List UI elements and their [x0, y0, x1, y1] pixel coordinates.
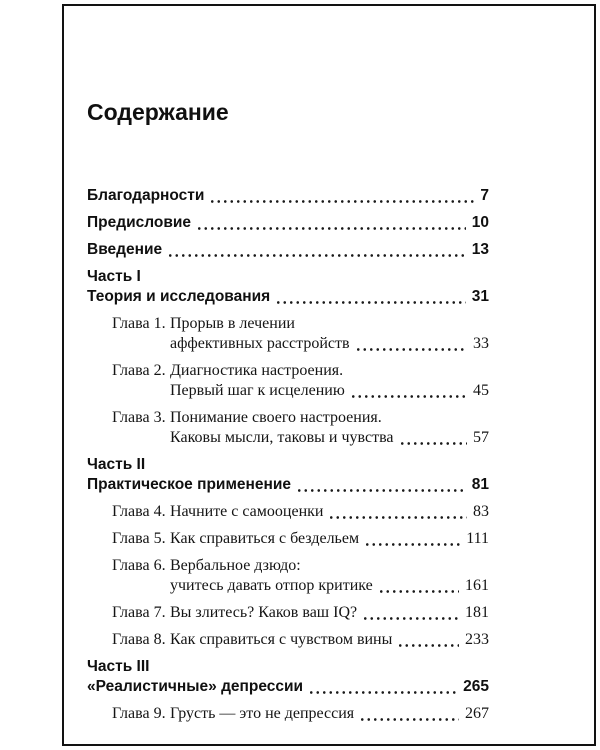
page-number: 57 [473, 429, 489, 446]
chapter-title-line: Понимание своего настроения. [170, 409, 382, 426]
chapter-entry [87, 408, 489, 448]
chapter-title-text: учитесь давать отпор критике [170, 577, 373, 594]
dot-leader [362, 603, 459, 623]
chapter-title-line [170, 334, 489, 354]
page-number: 181 [465, 604, 489, 621]
toc-entry-label: Благодарности [87, 187, 205, 204]
part-label: Часть I [87, 268, 141, 285]
dot-leader [364, 529, 460, 549]
page-number: 31 [471, 288, 489, 305]
chapter-title-text: аффективных расстройств [170, 335, 350, 352]
chapter-title-line [170, 428, 489, 448]
part-label: Часть II [87, 456, 146, 473]
chapter-title-line [170, 529, 489, 549]
toc-part [87, 455, 489, 650]
toc-entry-label: Предисловие [87, 214, 192, 231]
part-title: Теория и исследования [87, 288, 271, 305]
toc-part [87, 657, 489, 724]
page-number: 161 [465, 577, 489, 594]
chapter-entry [87, 630, 489, 650]
chapter-number: Глава 4. [112, 503, 166, 520]
table-of-contents [87, 186, 489, 724]
chapter-title-line [170, 704, 489, 724]
dot-leader [275, 287, 466, 307]
chapter-title-line: Прорыв в лечении [170, 315, 295, 332]
chapter-title [170, 529, 489, 549]
chapter-title-text: Начните с самооценки [170, 503, 324, 520]
dot-leader [359, 704, 459, 724]
part-title: «Реалистичные» депрессии [87, 678, 304, 695]
chapter-number: Глава 3. [112, 409, 166, 426]
part-title-row [87, 287, 489, 307]
chapter-title-line: Диагностика настроения. [170, 362, 344, 379]
dot-leader [209, 186, 474, 206]
chapter-title-text: Вы злитесь? Каков ваш IQ? [170, 604, 358, 621]
chapter-title [170, 314, 489, 354]
chapter-number: Глава 9. [112, 705, 166, 722]
page-border [62, 4, 596, 746]
chapter-number: Глава 7. [112, 604, 166, 621]
chapter-title-line [170, 381, 489, 401]
dot-leader [355, 334, 467, 354]
toc-entry [87, 240, 489, 260]
page-number: 7 [480, 187, 489, 204]
dot-leader [296, 475, 466, 495]
chapter-title-text: Грусть — это не депрессия [170, 705, 355, 722]
dot-leader [397, 630, 459, 650]
chapter-number: Глава 8. [112, 631, 166, 648]
part-label-row [87, 657, 489, 677]
chapter-number: Глава 6. [112, 557, 166, 574]
page-number: 33 [473, 335, 489, 352]
chapter-title [170, 704, 489, 724]
part-title-row [87, 475, 489, 495]
toc-part [87, 267, 489, 448]
chapter-title [170, 408, 489, 448]
dot-leader [167, 240, 466, 260]
chapter-title-line [170, 502, 489, 522]
dot-leader [328, 502, 467, 522]
dot-leader [350, 381, 467, 401]
page-number: 267 [465, 705, 489, 722]
chapter-entry [87, 502, 489, 522]
chapter-title-text: Каковы мысли, таковы и чувства [170, 429, 394, 446]
page-number: 111 [466, 530, 489, 547]
chapter-title [170, 630, 489, 650]
chapter-entry [87, 314, 489, 354]
chapter-title [170, 361, 489, 401]
chapter-number: Глава 5. [112, 530, 166, 547]
toc-entry-label: Введение [87, 241, 163, 258]
chapter-title [170, 502, 489, 522]
part-title-row [87, 677, 489, 697]
chapter-entry [87, 704, 489, 724]
toc-entry [87, 213, 489, 233]
page-number: 13 [471, 241, 489, 258]
page-number: 233 [465, 631, 489, 648]
chapter-number: Глава 1. [112, 315, 166, 332]
chapter-entry [87, 361, 489, 401]
chapter-title-text: Первый шаг к исцелению [170, 382, 345, 399]
part-label: Часть III [87, 658, 150, 675]
page-number: 265 [463, 678, 489, 695]
page-title: Содержание [87, 99, 229, 125]
chapter-title-line [170, 576, 489, 596]
page-number: 81 [471, 476, 489, 493]
toc-entry [87, 186, 489, 206]
chapter-entry [87, 603, 489, 623]
chapter-entry [87, 556, 489, 596]
chapter-title-line [170, 603, 489, 623]
chapter-title-text: Как справиться с чувством вины [170, 631, 393, 648]
dot-leader [399, 428, 467, 448]
chapter-title [170, 603, 489, 623]
part-label-row [87, 267, 489, 287]
part-title: Практическое применение [87, 476, 292, 493]
page-number: 45 [473, 382, 489, 399]
page-number: 83 [473, 503, 489, 520]
page-content [87, 6, 489, 731]
chapter-number: Глава 2. [112, 362, 166, 379]
chapter-title-line [170, 630, 489, 650]
dot-leader [378, 576, 459, 596]
chapter-title-line: Вербальное дзюдо: [170, 557, 301, 574]
chapter-title-text: Как справиться с бездельем [170, 530, 360, 547]
page-number: 10 [471, 214, 489, 231]
chapter-entry [87, 529, 489, 549]
dot-leader [196, 213, 466, 233]
chapter-title [170, 556, 489, 596]
part-label-row [87, 455, 489, 475]
dot-leader [308, 677, 457, 697]
